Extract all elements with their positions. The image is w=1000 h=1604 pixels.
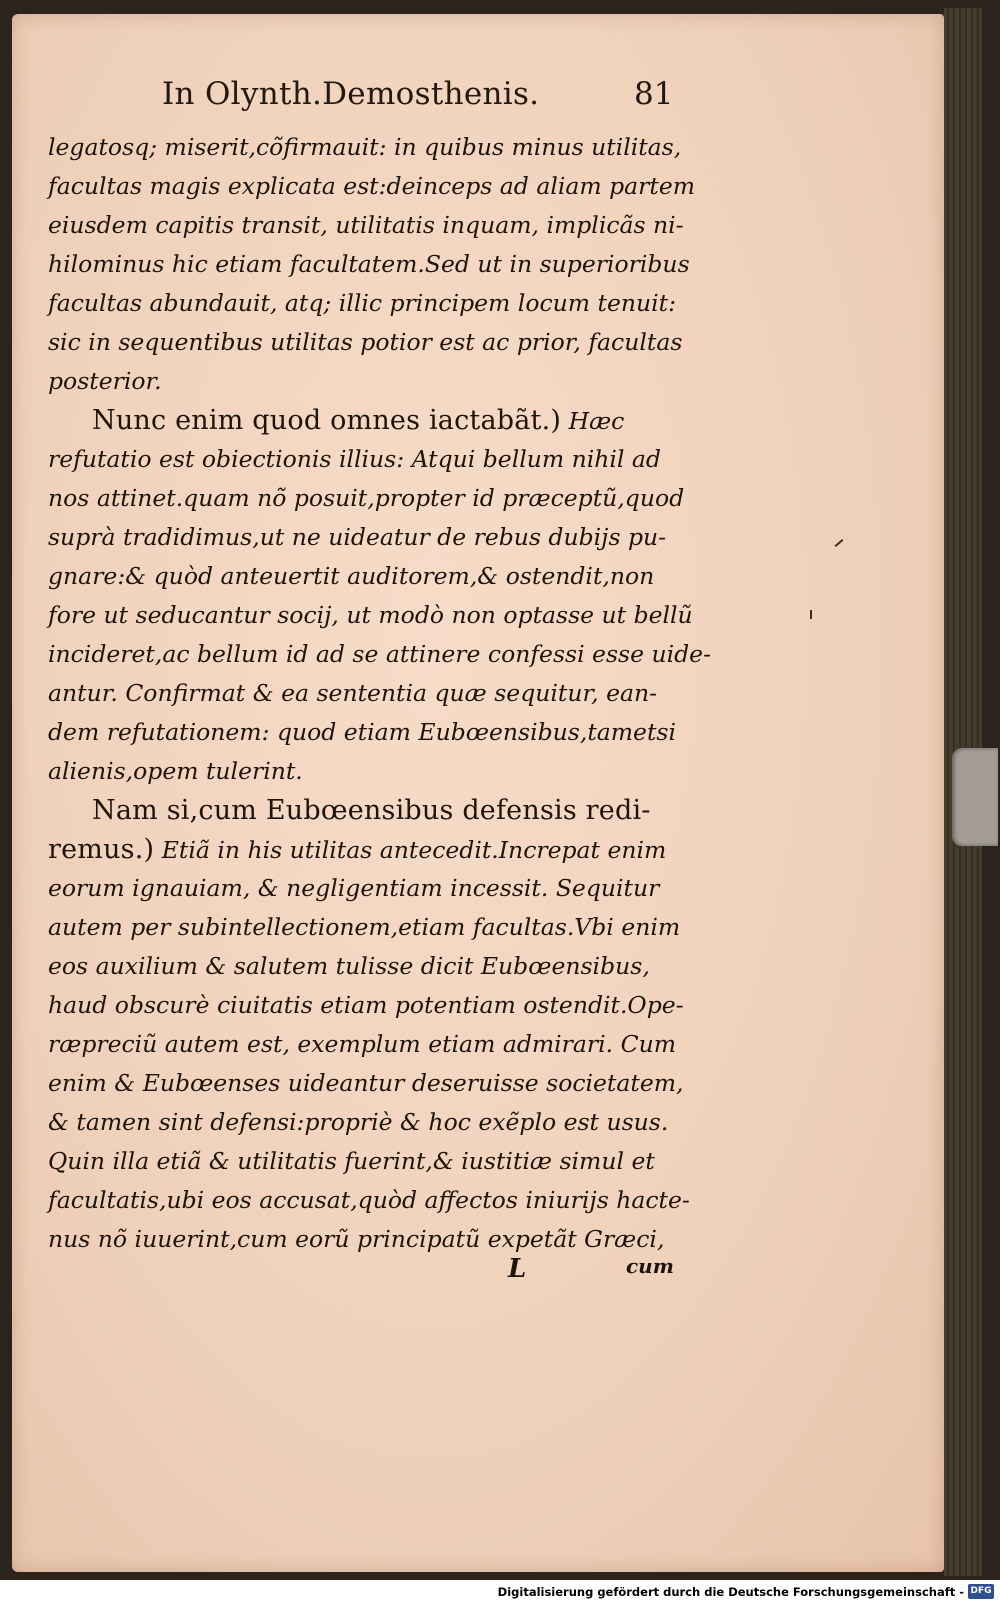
text-fragment: Etiã in his utilitas antecedit.Increpat enim	[161, 836, 667, 864]
text-line: alienis,opem tulerint.	[48, 757, 303, 785]
text-fragment: Hæc	[568, 407, 625, 435]
text-line: & tamen sint defensi:propriè & hoc exẽplo est usus.	[48, 1108, 669, 1136]
text-line: facultatis,ubi eos accusat,quòd affectos iniurijs hacte-	[48, 1186, 690, 1214]
text-line: refutatio est obiectionis illius: Atqui bellum nihil ad	[48, 445, 661, 473]
text-line: nos attinet.quam nõ posuit,propter id præceptũ,quod	[48, 484, 685, 512]
running-head: In Olynth.Demosthenis.	[162, 76, 540, 112]
page-foot	[508, 1254, 688, 1294]
dfg-logo: DFG	[968, 1584, 994, 1599]
text-line: suprà tradidimus,ut ne uideatur de rebus dubijs pu-	[48, 523, 667, 551]
text-line: hilominus hic etiam facultatem.Sed ut in superioribus	[48, 250, 690, 278]
text-line: legatosq; miserit,cõfirmauit: in quibus minus utilitas,	[48, 133, 682, 161]
signature-mark: L	[508, 1254, 527, 1284]
text-line: sic in sequentibus utilitas potior est ac prior, facultas	[48, 328, 683, 356]
catchword: cum	[626, 1254, 674, 1278]
text-line: antur. Confirmat & ea sententia quæ sequitur, ean-	[48, 679, 658, 707]
lemma: Nunc enim quod omnes iactabãt.)	[92, 405, 562, 436]
paragraph-first-line	[48, 791, 688, 830]
text-line: eiusdem capitis transit, utilitatis inquam, implicãs ni-	[48, 211, 684, 239]
text-line: haud obscurè ciuitatis etiam potentiam ostendit.Ope-	[48, 991, 684, 1019]
text-line: fore ut seducantur socij, ut modò non optasse ut bellũ	[48, 601, 693, 629]
text-line: Quin illa etiã & utilitatis fuerint,& iustitiæ simul et	[48, 1147, 655, 1175]
page-header	[162, 76, 682, 120]
funding-credit: Digitalisierung gefördert durch die Deutsche Forschungsgemeinschaft -	[497, 1585, 964, 1599]
paper-blemish	[810, 610, 812, 619]
page-number: 81	[634, 76, 674, 112]
text-line: nus nõ iuuerint,cum eorũ principatũ expetãt Græci,	[48, 1225, 665, 1253]
text-line: autem per subintellectionem,etiam facultas.Vbi enim	[48, 913, 681, 941]
text-line: posterior.	[48, 367, 162, 395]
text-line: eos auxilium & salutem tulisse dicit Eubœensibus,	[48, 952, 650, 980]
text-line: eorum ignauiam, & negligentiam incessit. Sequitur	[48, 874, 660, 902]
text-line: gnare:& quòd anteuertit auditorem,& ostendit,non	[48, 562, 655, 590]
text-line: dem refutationem: quod etiam Eubœensibus,tametsi	[48, 718, 676, 746]
text-line: enim & Eubœenses uideantur deseruisse societatem,	[48, 1069, 684, 1097]
text-line: facultas magis explicata est:deinceps ad aliam partem	[48, 172, 696, 200]
paragraph-second-line	[48, 830, 688, 869]
lemma: remus.)	[48, 834, 155, 865]
commentary-text	[48, 128, 712, 1259]
text-line: incideret,ac bellum id ad se attinere confessi esse uide-	[48, 640, 712, 668]
digitization-footer	[0, 1580, 1000, 1604]
lemma: Nam si,cum Eubœensibus defensis redi-	[92, 795, 651, 826]
text-line: ræpreciũ autem est, exemplum etiam admirari. Cum	[48, 1030, 677, 1058]
paper-blemish	[835, 539, 844, 547]
paragraph-first-line	[48, 401, 688, 440]
text-line: facultas abundauit, atq; illic principem locum tenuit:	[48, 289, 677, 317]
page-edge-tab	[952, 748, 998, 846]
